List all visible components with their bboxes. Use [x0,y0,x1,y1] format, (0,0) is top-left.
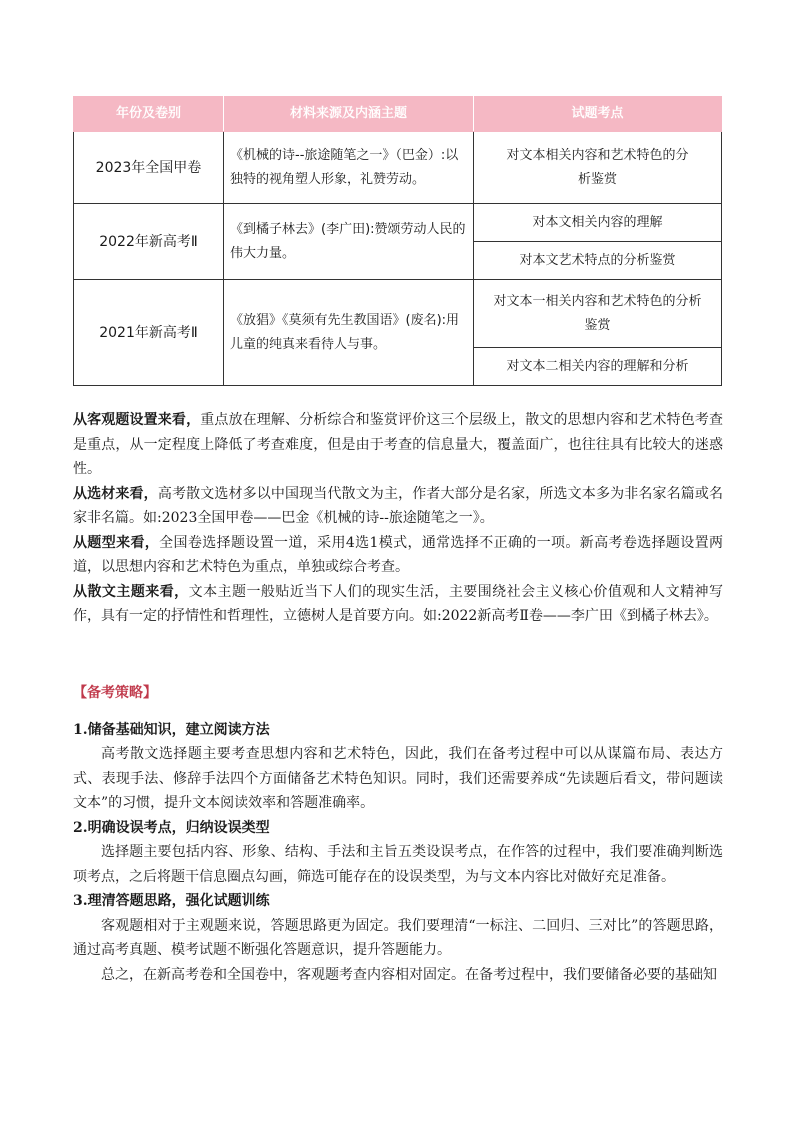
analysis-text: 高考散文选材多以中国现当代散文为主，作者大部分是名家，所选文本多为非名家名篇或名家非名篇。如:2023全国甲卷——巴金《机械的诗--旅途随笔之一》。 [73,485,724,526]
table-row [74,204,722,242]
row-material: 《到橘子林去》(李广田):赞颂劳动人民的伟大力量。 [224,204,474,280]
analysis-text: 重点放在理解、分析综合和鉴赏评价这三个层级上，散文的思想内容和艺术特色考查是重点，从一定程度上降低了考查难度，但是由于考查的信息量大，覆盖面广，也往往具有比较大的迷惑性。 [73,412,724,477]
strategy-title: 2.明确设误考点，归纳设误类型 [73,819,270,836]
row-point: 对本文艺术特点的分析鉴赏 [474,242,722,280]
strategy-text: 高考散文选择题主要考查思想内容和艺术特色，因此，我们在备考过程中可以从谋篇布局、表达方式、表现手法、修辞手法四个方面储备艺术特色知识。同时，我们还需要养成“先读题后看文，带问题读文本”的习惯，提升文本阅读效率和答题准确率。 [73,746,723,811]
exam-analysis-table [73,96,722,386]
row-point: 对本文相关内容的理解 [474,204,722,242]
analysis-lead: 从散文主题来看， [73,583,189,600]
analysis-text: 文本主题一般贴近当下人们的现实生活，主要围绕社会主义核心价值观和人文精神写作，具有一定的抒情性和哲理性，立德树人是首要方向。如:2022新高考Ⅱ卷——李广田《到橘子林去》。 [73,583,724,624]
analysis-lead: 从选材来看， [73,485,158,502]
analysis-paragraph [73,531,723,580]
analysis-paragraph [73,482,723,531]
analysis-lead: 从客观题设置来看， [73,412,201,428]
analysis-paragraph [73,580,723,629]
analysis-section [73,408,723,629]
analysis-text: 全国卷选择题设置一道，采用4选1模式，通常选择不正确的一项。新高考卷选择题设置两道，以思想内容和艺术特色为重点，单独或综合考查。 [73,534,724,575]
strategy-text: 选择题主要包括内容、形象、结构、手法和主旨五类设误考点，在作答的过程中，我们要准确判断选项考点，之后将题干信息圈点勾画，筛选可能存在的设误类型，为与文本内容比对做好充足准备。 [73,844,723,885]
strategy-section [73,681,723,987]
header-points: 试题考点 [474,97,722,132]
row-material: 《放猖》《莫须有先生教国语》(废名):用儿童的纯真来看待人与事。 [224,280,474,386]
row-point: 对文本二相关内容的理解和分析 [474,348,722,386]
header-year: 年份及卷别 [74,97,224,132]
row-year: 2022年新高考Ⅱ [74,204,224,280]
row-material: 《机械的诗--旅途随笔之一》（巴金）:以独特的视角塑人形象，礼赞劳动。 [224,132,474,204]
row-year: 2021年新高考Ⅱ [74,280,224,386]
row-point: 对文本一相关内容和艺术特色的分析鉴赏 [474,280,722,348]
analysis-paragraph [73,408,723,482]
table-row [74,132,722,204]
strategy-text: 客观题相对于主观题来说，答题思路更为固定。我们要理清“一标注、二回归、三对比”的答题思路，通过高考真题、模考试题不断强化答题意识，提升答题能力。 [73,917,723,958]
strategy-title: 3.理清答题思路，强化试题训练 [73,893,270,909]
header-material: 材料来源及内涵主题 [224,97,474,132]
analysis-lead: 从题型来看， [73,534,160,551]
table-header-row [74,97,722,132]
strategy-closing: 总之，在新高考卷和全国卷中，客观题考查内容相对固定。在备考过程中，我们要储备必要的基础知 [101,966,717,983]
strategy-title: 1.储备基础知识，建立阅读方法 [73,721,270,738]
table-row [74,280,722,348]
row-year: 2023年全国甲卷 [74,132,224,204]
strategy-heading: 【备考策略】 [73,685,157,701]
row-point: 对文本相关内容和艺术特色的分析鉴赏 [474,132,722,204]
